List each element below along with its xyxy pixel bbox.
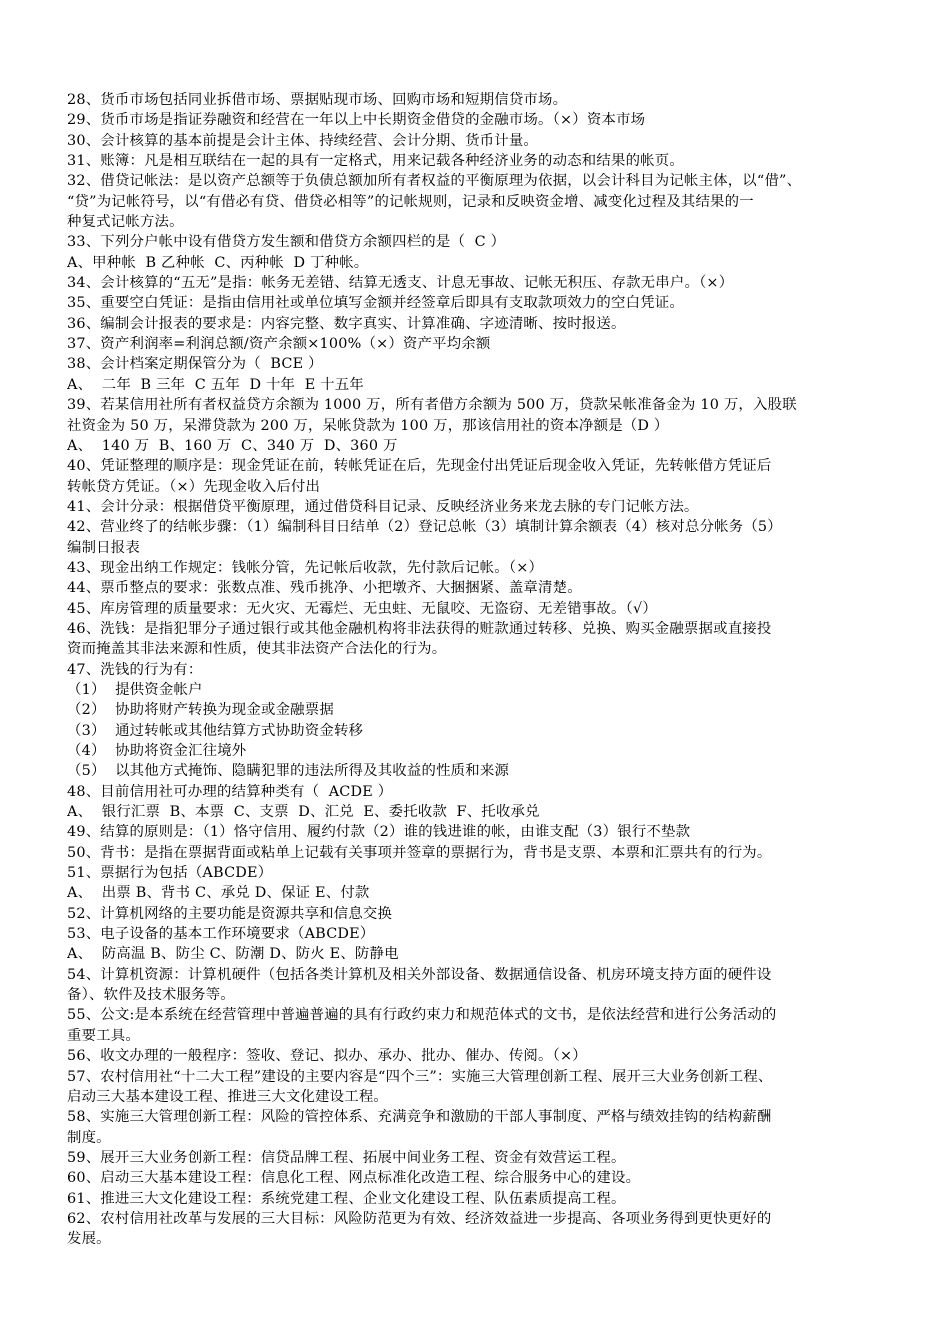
text-line: 33、下列分户帐中设有借贷方发生额和借贷方余额四栏的是（ C ） bbox=[67, 234, 506, 251]
text-line: 55、公文:是本系统在经营管理中普遍普遍的具有行政约束力和规范体式的文书，是依法经营和进行公务活动的 bbox=[67, 1007, 777, 1024]
text-line: 52、计算机网络的主要功能是资源共享和信息交换 bbox=[67, 905, 393, 922]
text-line: 57、农村信用社“十二大工程”建设的主要内容是“四个三”：实施三大管理创新工程、展开三大业务创新工程、 bbox=[67, 1068, 773, 1085]
text-line: 49、结算的原则是：（1）恪守信用、履约付款（2）谁的钱进谁的帐，由谁支配（3）银行不垫款 bbox=[67, 824, 691, 841]
text-line: 34、会计核算的“五无”是指：帐务无差错、结算无透支、计息无事故、记帐无积压、存款无串户。（×） bbox=[67, 275, 734, 292]
text-line: 54、计算机资源：计算机硬件（包括各类计算机及相关外部设备、数据通信设备、机房环境支持方面的硬件设 bbox=[67, 966, 772, 983]
text-line: （2） 协助将财产转换为现金或金融票据 bbox=[67, 702, 334, 719]
text-line: 45、库房管理的质量要求：无火灾、无霉烂、无虫蛀、无鼠咬、无盗窃、无差错事故。（√） bbox=[67, 600, 657, 617]
text-line: （5） 以其他方式掩饰、隐瞒犯罪的违法所得及其收益的性质和来源 bbox=[67, 763, 510, 780]
text-line: 47、洗钱的行为有： bbox=[67, 661, 203, 678]
text-line: （4） 协助将资金汇往境外 bbox=[67, 743, 247, 759]
text-line: （1） 提供资金帐户 bbox=[67, 681, 203, 698]
text-line: 39、若某信用社所有者权益贷方余额为 1000 万，所有者借方余额为 500 万，贷款呆帐准备金为 10 万，入股联 bbox=[67, 397, 797, 414]
text-line: 31、账簿：凡是相互联结在一起的具有一定格式，用来记载各种经济业务的动态和结果的帐页。 bbox=[67, 153, 684, 170]
text-line: （3） 通过转帐或其他结算方式协助资金转移 bbox=[67, 722, 364, 739]
text-line: A、甲种帐 B 乙种帐 C、丙种帐 D 丁种帐。 bbox=[67, 254, 369, 271]
text-line: 44、票币整点的要求：张数点准、残币挑净、小把墩齐、大捆捆紧、盖章清楚。 bbox=[67, 580, 582, 597]
text-line: 资而掩盖其非法来源和性质，使其非法资产合法化的行为。 bbox=[67, 641, 447, 658]
text-line: 51、票据行为包括（ABCDE） bbox=[67, 865, 273, 882]
text-line: A、 出票 B、背书 C、承兑 D、保证 E、付款 bbox=[67, 885, 370, 902]
text-line: 61、推进三大文化建设工程：系统党建工程、企业文化建设工程、队伍素质提高工程。 bbox=[67, 1190, 626, 1207]
text-line: 37、资产利润率=利润总额/资产余额×100%（×）资产平均余额 bbox=[67, 336, 491, 353]
text-line: 43、现金出纳工作规定：钱帐分管，先记帐后收款，先付款后记帐。（×） bbox=[67, 559, 544, 576]
text-line: 42、营业终了的结帐步骤：（1）编制科目日结单（2）登记总帐（3）填制计算余额表（4）核对总分帐务（5） bbox=[67, 519, 782, 536]
text-line: 种复式记帐方法。 bbox=[67, 214, 184, 231]
text-line: 35、重要空白凭证：是指由信用社或单位填写金额并经签章后即具有支取款项效力的空白凭证。 bbox=[67, 295, 684, 312]
text-line: 发展。 bbox=[67, 1231, 111, 1248]
text-line: 59、展开三大业务创新工程：信贷品牌工程、拓展中间业务工程、资金有效营运工程。 bbox=[67, 1149, 626, 1166]
text-line: 53、电子设备的基本工作环境要求（ABCDE） bbox=[67, 926, 375, 943]
text-line: 50、背书：是指在票据背面或粘单上记载有关事项并签章的票据行为，背书是支票、本票和汇票共有的行为。 bbox=[67, 844, 772, 861]
text-line: “贷”为记帐符号，以“有借必有贷、借贷必相等”的记帐规则，记录和反映资金增、减变化过程及其结果的一 bbox=[67, 193, 754, 210]
text-line: 制度。 bbox=[67, 1129, 111, 1146]
text-line: A、 银行汇票 B、本票 C、支票 D、汇兑 E、委托收款 F、托收承兑 bbox=[67, 804, 540, 821]
text-line: A、 防高温 B、防尘 C、防潮 D、防火 E、防静电 bbox=[67, 946, 399, 963]
text-line: 29、货币市场是指证券融资和经营在一年以上中长期资金借贷的金融市场。（×）资本市场 bbox=[67, 112, 646, 129]
text-line: 28、货币市场包括同业拆借市场、票据贴现市场、回购市场和短期信贷市场。 bbox=[67, 92, 568, 108]
text-line: 41、会计分录：根据借贷平衡原理，通过借贷科目记录、反映经济业务来龙去脉的专门记帐方法。 bbox=[67, 498, 699, 515]
text-line: 36、编制会计报表的要求是：内容完整、数字真实、计算准确、字迹清晰、按时报送。 bbox=[67, 315, 626, 332]
text-line: 46、洗钱：是指犯罪分子通过银行或其他金融机构将非法获得的赃款通过转移、兑换、购买金融票据或直接投 bbox=[67, 620, 772, 637]
text-line: 编制日报表 bbox=[67, 539, 140, 556]
text-line: 备）、软件及技术服务等。 bbox=[67, 987, 235, 1004]
text-line: 62、农村信用社改革与发展的三大目标：风险防范更为有效、经济效益进一步提高、各项业务得到更快更好的 bbox=[67, 1210, 772, 1227]
text-line: 40、凭证整理的顺序是：现金凭证在前，转帐凭证在后，先现金付出凭证后现金收入凭证，先转帐借方凭证后 bbox=[67, 458, 772, 475]
text-line: 重要工具。 bbox=[67, 1027, 140, 1044]
text-line: A、 140 万 B、160 万 C、340 万 D、360 万 bbox=[67, 437, 398, 454]
text-line: 32、借贷记帐法：是以资产总额等于负债总额加所有者权益的平衡原理为依据，以会计科目为记帐主体，以“借”、 bbox=[67, 173, 802, 190]
text-line: 56、收文办理的一般程序：签收、登记、拟办、承办、批办、催办、传阅。（×） bbox=[67, 1048, 587, 1065]
text-line: 社资金为 50 万，呆滞贷款为 200 万，呆帐贷款为 100 万，那该信用社的资本净额是（D ） bbox=[67, 417, 669, 434]
document-body bbox=[67, 90, 885, 1250]
text-line: 30、会计核算的基本前提是会计主体、持续经营、会计分期、货币计量。 bbox=[67, 132, 539, 149]
text-line: 转帐贷方凭证。（×）先现金收入后付出 bbox=[67, 478, 321, 495]
text-line: 58、实施三大管理创新工程：风险的管控体系、充满竞争和激励的干部人事制度、严格与绩效挂钩的结构薪酬 bbox=[67, 1109, 772, 1126]
text-line: 48、目前信用社可办理的结算种类有（ ACDE ） bbox=[67, 783, 393, 800]
text-line: 60、启动三大基本建设工程：信息化工程、网点标准化改造工程、综合服务中心的建设。 bbox=[67, 1170, 641, 1187]
text-line: 启动三大基本建设工程、推进三大文化建设工程。 bbox=[67, 1088, 388, 1105]
text-line: A、 二年 B 三年 C 五年 D 十年 E 十五年 bbox=[67, 376, 364, 393]
text-line: 38、会计档案定期保管分为（ BCE ） bbox=[67, 356, 323, 373]
